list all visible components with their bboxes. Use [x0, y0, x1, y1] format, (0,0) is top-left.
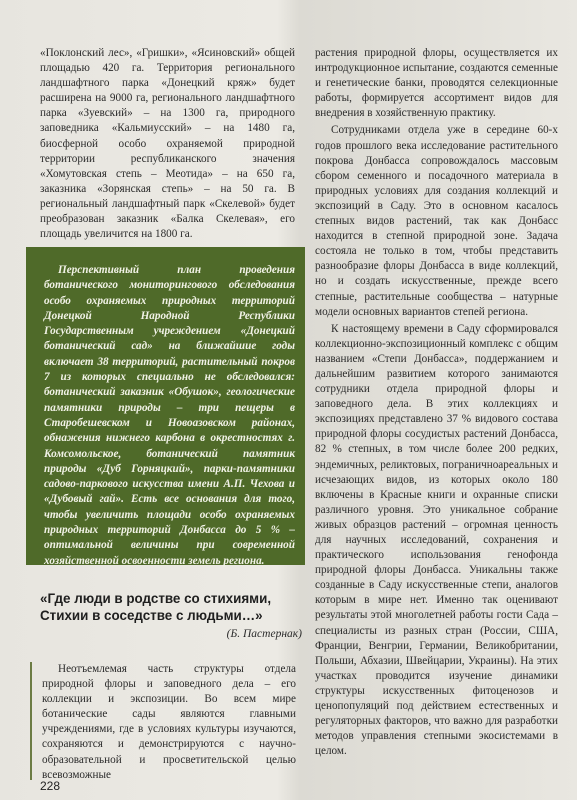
right-column [315, 46, 558, 759]
epigraph-author: (Б. Пастернак) [226, 628, 302, 640]
epigraph [40, 590, 302, 640]
left-column-bottom [30, 662, 296, 780]
epigraph-text: «Где люди в родстве со стихиями, Стихии в соседстве с людьми…» [40, 591, 272, 623]
right-paragraph-1: растения природной флоры, осуществляется их интродукционное испытание, создаются семенные и генетические банки, проводятся селекционные работы, формируется ассортимент видов для внедрения в хозяйственную практику. [315, 47, 558, 120]
highlight-box [26, 247, 305, 565]
left-bottom-paragraph: Неотъемлемая часть структуры отдела природной флоры и заповедного дела – его коллекции и экспозиции. Во всем мире ботанические сады являются главными учреждениями, где в условиях культуры изучаются, сохраняются и демонстрируются с научно-образовательной и просветительской целью всевозможные [42, 663, 296, 780]
left-top-paragraph: «Поклонский лес», «Гришки», «Ясиновский» общей площадью 420 га. Территория регионального ландшафтного парка «Донецкий кряж» будет расширена на 9000 га, регионального ландшафтного парка «Зуевский» – на 1300 га, природного заповедника «Кальмиусский» – на 1480 га, биосферной особо охраняемой природной территории республиканского значения «Хомутовская степь – Меотида» – на 650 га, заказника «Зорянская степь» – на 50 га. В региональный ландшафтный парк «Скелевой» будет преобразован заказник «Балка Скелевая», его площадь увеличится на 1800 га. [40, 47, 295, 241]
right-paragraph-2: Сотрудниками отдела уже в середине 60-х годов прошлого века исследование растительного покрова Донбасса сопровождалось массовым сбором семенного и посадочного материала в природных условиях для создания коллекций и экспозиций в Саду. Это в основном касалось степных видов растений, так как Донбасс находится в степной природной зоне. Задача состояла не только в том, чтобы представить разнообразие флоры Донбасса в виде коллекций, но и создать искусственные, прежде всего степные, растительные сообщества – натурные модели основных вариантов степей региона. [315, 124, 558, 318]
right-paragraph-3: К настоящему времени в Саду сформировался коллекционно-экспозиционный комплекс с общим названием «Степи Донбасса», поддержанием и дальнейшим развитием которого занимаются сотрудники отдела природной флоры и заповедного дела. В этих коллекциях и экспозициях представлено 37 % видового состава природной флоры сосудистых растений Донбасса, 82 % степных, в том числе более 200 редких, эндемичных, реликтовых, пограничноареальных и исчезающих видов, из которых около 180 включены в Красные книги и охранные списки различного уровня. Это уникальное собрание живых образцов растений – огромная ценность для научных исследований, сохранения и практического использования генофонда природной флоры Донбасса. Уникальны также созданные в Саду искусственные степи, аналогов которым в мире нет. Именно так оценивают результаты этой многолетней работы гости Сада – специалисты из разных стран (России, США, Франции, Венгрии, Германии, Великобритании, Польши, Абхазии, Швейцарии, Украины). На этих участках проводится изучение динамики структуры искусственных фитоценозов и ценопопуляций под действием естественных и регуляторных факторов, что важно для разработки методов управления степными экосистемами в целом. [315, 322, 558, 758]
page-number: 228 [40, 779, 61, 793]
left-column-top [40, 46, 295, 242]
highlight-text: Перспективный план проведения ботанического мониторингового обследования особо охраняемых природных территорий Донецкой Народной Республики Государственным учреждением «Донецкий ботанический сад» на ближайшие годы включает 38 территорий, растительный покров 7 из которых специально не обследовался: ботанический заказник «Обушок», геологические памятники природы – три пещеры в Старобешевском и Новоазовском районах, обнажения нижнего карбона в окрестностях г. Комсомольское, ботанический памятник природы «Дуб Горняцкий», парки-памятники садово-паркового искусства имени А.П. Чехова и «Дубовый гай». Есть все основания для того, чтобы увеличить площади особо охраняемых природных территорий Донбасса до 5 % – оптимальной величины при современной хозяйственной освоенности земель региона. [44, 264, 295, 567]
